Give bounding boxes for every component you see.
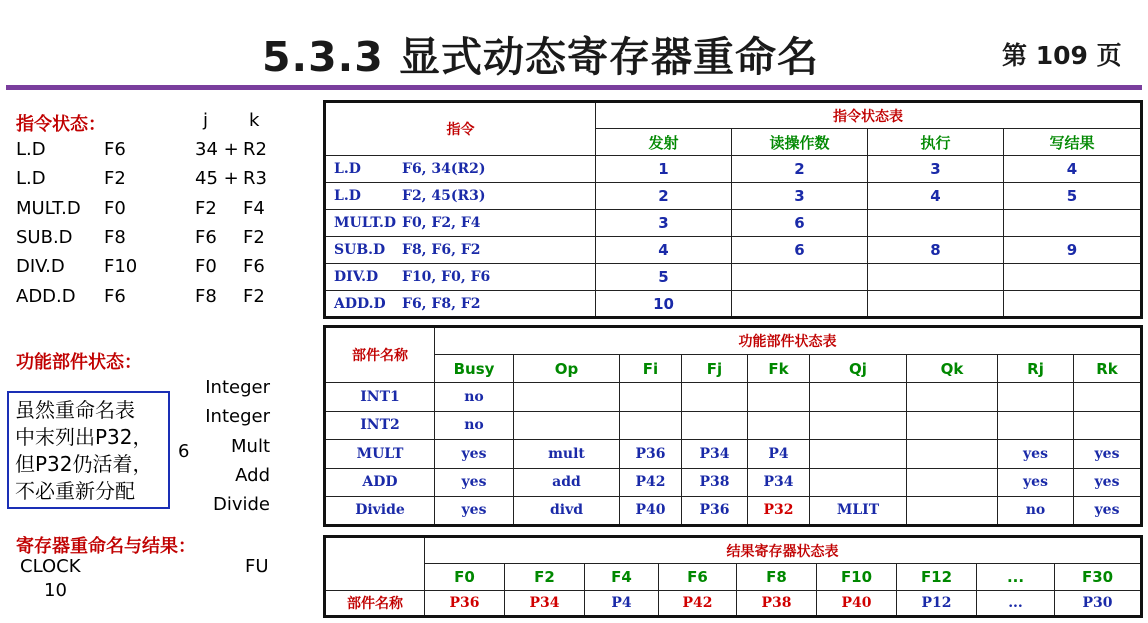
fu-cell: divd	[514, 497, 620, 526]
fu-col-header: Busy	[435, 355, 514, 383]
note-line: 不必重新分配	[15, 479, 135, 503]
fu-cell: P34	[682, 440, 748, 469]
result-table-title: 结果寄存器状态表	[425, 537, 1142, 564]
fu-cell: no	[435, 411, 514, 440]
instr-stage-cell	[868, 291, 1004, 318]
instr-op: DIV.D	[16, 256, 65, 278]
fu-type: Integer	[205, 406, 270, 428]
instr-op-text: L.D	[334, 161, 361, 177]
fu-cell	[514, 411, 620, 440]
fu-name: INT1	[325, 383, 435, 412]
instr-args-text: F6, 34(R2)	[402, 161, 486, 177]
fu-cell	[810, 468, 907, 497]
instr-row	[325, 183, 1142, 210]
instr-cell	[325, 210, 596, 237]
instr-stage-cell: 8	[868, 237, 1004, 264]
fu-name: INT2	[325, 411, 435, 440]
fu-cell	[1074, 383, 1142, 412]
instr-dest: F8	[104, 226, 126, 248]
instr-row	[325, 210, 1142, 237]
rename-label: 寄存器重命名与结果：	[16, 536, 196, 557]
fu-cell: P38	[682, 468, 748, 497]
instr-op: MULT.D	[16, 197, 81, 219]
fu-cell	[620, 411, 682, 440]
fu-name: ADD	[325, 468, 435, 497]
clock-label: CLOCK	[20, 556, 81, 577]
instr-stage-cell	[1004, 264, 1142, 291]
mult-time: 6	[178, 441, 190, 462]
fu-type: Divide	[212, 494, 270, 516]
fu-cell: yes	[435, 440, 514, 469]
instr-op: L.D	[16, 168, 46, 190]
note-line: 中末列出P32，	[15, 425, 153, 449]
note-line: 虽然重命名表	[15, 398, 135, 422]
fu-cell: P4	[748, 440, 810, 469]
instr-stage-cell: 5	[1004, 183, 1142, 210]
fu-cell	[620, 383, 682, 412]
col-k-label: k	[249, 110, 260, 131]
instr-stage-cell: 1	[596, 156, 732, 183]
result-value: ...	[977, 591, 1055, 617]
fu-type: Mult	[231, 435, 270, 457]
instr-stage-cell: 10	[596, 291, 732, 318]
fu-cell: yes	[1074, 468, 1142, 497]
result-register-table	[323, 535, 1143, 618]
instr-col-header: 发射	[596, 129, 732, 156]
fu-type: Integer	[205, 377, 270, 398]
instr-j: F6	[195, 226, 217, 248]
fu-cell	[907, 411, 998, 440]
fu-col-header: Qj	[810, 355, 907, 383]
fu-cell: yes	[998, 440, 1074, 469]
page-title: 5.3.3 显式动态寄存器重命名	[262, 33, 820, 81]
fu-cell: yes	[998, 468, 1074, 497]
instr-k: R3	[243, 168, 267, 190]
fu-cell: P36	[620, 440, 682, 469]
instr-j: F0	[195, 256, 217, 278]
fu-cell	[682, 411, 748, 440]
instr-k: F6	[243, 256, 265, 278]
result-col-header: ...	[977, 564, 1055, 591]
fu-cell: P36	[682, 497, 748, 526]
instr-stage-cell	[732, 291, 868, 318]
result-row-label: 部件名称	[325, 591, 425, 617]
clock-value: 10	[44, 580, 67, 601]
fu-cell: no	[998, 497, 1074, 526]
result-value: P12	[897, 591, 977, 617]
instr-stage-cell	[868, 210, 1004, 237]
result-col-header: F0	[425, 564, 505, 591]
instr-k: F2	[243, 285, 265, 307]
result-col-header: F6	[659, 564, 737, 591]
fu-cell: no	[435, 383, 514, 412]
fu-cell: P34	[748, 468, 810, 497]
result-value: P38	[737, 591, 817, 617]
fu-row	[325, 383, 1142, 412]
instr-j: 34 +	[195, 139, 239, 160]
fu-col-header: Fj	[682, 355, 748, 383]
instr-stage-cell	[868, 264, 1004, 291]
instr-k: R2	[243, 139, 267, 160]
fu-cell: mult	[514, 440, 620, 469]
instr-stage-cell: 2	[596, 183, 732, 210]
instr-cell	[325, 183, 596, 210]
instr-args-text: F10, F0, F6	[402, 269, 491, 285]
fu-cell	[748, 383, 810, 412]
fu-cell: P40	[620, 497, 682, 526]
instr-stage-cell: 6	[732, 237, 868, 264]
instr-stage-cell: 4	[1004, 156, 1142, 183]
instr-col-header: 读操作数	[732, 129, 868, 156]
fu-name: Divide	[325, 497, 435, 526]
instr-op-text: MULT.D	[334, 215, 397, 231]
fu-col-header: Fi	[620, 355, 682, 383]
fu-cell	[907, 440, 998, 469]
instr-stage-cell: 3	[732, 183, 868, 210]
instr-stage-cell: 9	[1004, 237, 1142, 264]
note-line: 但P32仍活着，	[15, 452, 153, 476]
instr-stage-cell	[732, 264, 868, 291]
instr-args-text: F0, F2, F4	[402, 215, 481, 231]
fu-cell	[810, 440, 907, 469]
instr-table-title: 指令状态表	[596, 102, 1142, 129]
instr-row	[325, 291, 1142, 318]
result-value: P40	[817, 591, 897, 617]
fu-cell: add	[514, 468, 620, 497]
result-col-header: F10	[817, 564, 897, 591]
fu-cell	[514, 383, 620, 412]
instr-op: ADD.D	[16, 285, 76, 307]
fu-cell: P42	[620, 468, 682, 497]
instr-stage-cell	[1004, 210, 1142, 237]
fu-cell	[1074, 411, 1142, 440]
result-col-header: F4	[585, 564, 659, 591]
instr-stage-cell: 3	[596, 210, 732, 237]
instr-cell	[325, 291, 596, 318]
fu-col-header: Rj	[998, 355, 1074, 383]
fu-cell	[810, 411, 907, 440]
fu-col-header: Rk	[1074, 355, 1142, 383]
instr-args-text: F8, F6, F2	[402, 242, 481, 258]
title-divider	[6, 85, 1142, 90]
instr-stage-cell: 4	[596, 237, 732, 264]
fu-cell: yes	[1074, 497, 1142, 526]
instr-dest: F6	[104, 285, 126, 307]
fu-cell: MLIT	[810, 497, 907, 526]
instr-col-header: 写结果	[1004, 129, 1142, 156]
instr-op: SUB.D	[16, 226, 73, 248]
result-value: P36	[425, 591, 505, 617]
instr-stage-cell: 3	[868, 156, 1004, 183]
fu-cell	[998, 383, 1074, 412]
fu-name-header: 部件名称	[325, 327, 435, 383]
instr-j: 45 +	[195, 168, 239, 190]
instr-dest: F10	[104, 256, 138, 278]
result-value: P4	[585, 591, 659, 617]
result-col-header: F2	[505, 564, 585, 591]
fu-row	[325, 411, 1142, 440]
fu-cell	[810, 383, 907, 412]
instr-stage-cell: 4	[868, 183, 1004, 210]
fu-row	[325, 497, 1142, 526]
instr-stage-cell: 6	[732, 210, 868, 237]
instr-dest: F6	[104, 139, 126, 160]
fu-status-label: 功能部件状态：	[16, 352, 142, 373]
instr-stage-cell: 2	[732, 156, 868, 183]
instr-stage-cell	[1004, 291, 1142, 318]
instr-row	[325, 156, 1142, 183]
instr-j: F8	[195, 285, 217, 307]
page-number: 第 109 页	[1002, 41, 1122, 70]
fu-col-header: Qk	[907, 355, 998, 383]
fu-cell	[907, 497, 998, 526]
fu-cell: yes	[1074, 440, 1142, 469]
fu-status-table	[323, 325, 1143, 527]
fu-cell	[682, 383, 748, 412]
instr-dest: F2	[104, 168, 126, 190]
instr-dest: F0	[104, 197, 126, 219]
instr-header: 指令	[325, 102, 596, 156]
result-corner	[325, 537, 425, 591]
instr-stage-cell: 5	[596, 264, 732, 291]
result-col-header: F12	[897, 564, 977, 591]
fu-col-header: Fk	[748, 355, 810, 383]
result-col-header: F8	[737, 564, 817, 591]
fu-cell	[748, 411, 810, 440]
instr-op-text: SUB.D	[334, 242, 386, 258]
instr-op-text: L.D	[334, 188, 361, 204]
fu-cell	[907, 383, 998, 412]
instr-j: F2	[195, 197, 217, 219]
result-value: P34	[505, 591, 585, 617]
fu-cell: P32	[748, 497, 810, 526]
instr-k: F2	[243, 226, 265, 248]
fu-cell: yes	[435, 468, 514, 497]
fu-col-header: Op	[514, 355, 620, 383]
fu-row	[325, 468, 1142, 497]
instr-op: L.D	[16, 139, 46, 160]
instr-cell	[325, 156, 596, 183]
instr-op-text: ADD.D	[334, 295, 386, 312]
fu-name: MULT	[325, 440, 435, 469]
instr-col-header: 执行	[868, 129, 1004, 156]
fu-cell	[907, 468, 998, 497]
instr-args-text: F2, 45(R3)	[402, 188, 486, 204]
result-value: P30	[1055, 591, 1142, 617]
fu-cell: yes	[435, 497, 514, 526]
instr-cell	[325, 264, 596, 291]
fu-type: Add	[235, 464, 270, 486]
instr-row	[325, 264, 1142, 291]
instr-cell	[325, 237, 596, 264]
note-box	[7, 391, 170, 509]
instr-status-label: 指令状态：	[16, 114, 106, 135]
instruction-status-table	[323, 100, 1143, 319]
result-col-header: F30	[1055, 564, 1142, 591]
fu-table-title: 功能部件状态表	[435, 327, 1142, 355]
instr-k: F4	[243, 197, 265, 219]
fu-row	[325, 440, 1142, 469]
col-j-label: j	[203, 110, 209, 131]
result-value: P42	[659, 591, 737, 617]
fu-cell	[998, 411, 1074, 440]
instr-row	[325, 237, 1142, 264]
instr-args-text: F6, F8, F2	[402, 295, 481, 312]
instr-op-text: DIV.D	[334, 269, 379, 285]
fu-label: FU	[245, 556, 269, 577]
